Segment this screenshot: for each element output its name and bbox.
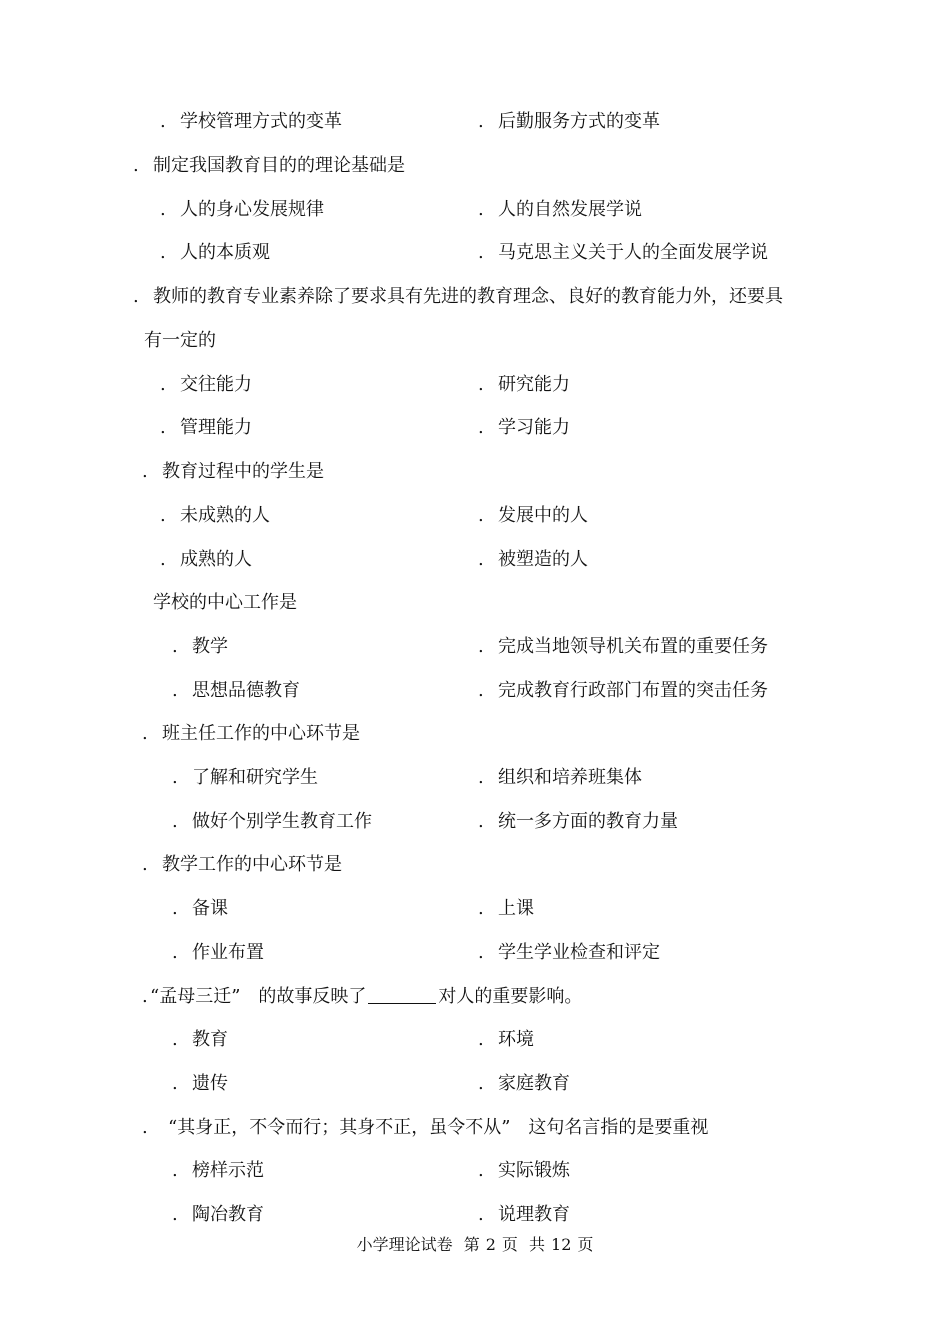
- question-stem: . “孟母三迁” 的故事反映了 对人的重要影响。: [142, 986, 583, 1007]
- option-c: . 做好个别学生教育工作: [172, 811, 372, 832]
- option-b: . 实际锻炼: [478, 1160, 570, 1181]
- option-a: . 教育: [172, 1029, 228, 1050]
- option-d: . 学生学业检查和评定: [478, 942, 660, 963]
- option-b: . 组织和培养班集体: [478, 767, 642, 788]
- page-number: 2: [485, 1235, 496, 1254]
- option-a: . 备课: [172, 898, 228, 919]
- option-c: . 学校管理方式的变革: [160, 111, 342, 132]
- option-d: . 学习能力: [478, 417, 570, 438]
- option-d: . 完成教育行政部门布置的突击任务: [478, 680, 768, 701]
- option-b: . 完成当地领导机关布置的重要任务: [478, 636, 768, 657]
- option-a: . 未成熟的人: [160, 505, 270, 526]
- option-c: . 成熟的人: [160, 549, 252, 570]
- question-stem: . 教师的教育专业素养除了要求具有先进的教育理念、良好的教育能力外，还要具: [133, 286, 783, 307]
- question-stem: . 制定我国教育目的的理论基础是: [133, 155, 405, 176]
- option-d: . 马克思主义关于人的全面发展学说: [478, 242, 768, 263]
- answer-blank: [368, 985, 436, 1004]
- option-d: . 统一多方面的教育力量: [478, 811, 678, 832]
- question-stem: 学校的中心工作是: [153, 592, 297, 613]
- option-a: . 人的身心发展规律: [160, 199, 324, 220]
- option-b: . 研究能力: [478, 374, 570, 395]
- question-stem: . 教学工作的中心环节是: [142, 854, 342, 875]
- page-footer: 小学理论试卷 第 2 页 共 12 页: [356, 1235, 594, 1254]
- option-d: . 说理教育: [478, 1204, 570, 1225]
- option-c: . 管理能力: [160, 417, 252, 438]
- option-d: . 后勤服务方式的变革: [478, 111, 660, 132]
- option-b: . 人的自然发展学说: [478, 199, 642, 220]
- option-c: . 思想品德教育: [172, 680, 300, 701]
- option-a: . 交往能力: [160, 374, 252, 395]
- question-stem: . “其身正，不令而行；其身不正，虽令不从” 这句名言指的是要重视: [142, 1117, 709, 1138]
- total-pages: 12: [551, 1235, 572, 1254]
- footer-title: 小学理论试卷: [356, 1235, 453, 1254]
- option-d: . 家庭教育: [478, 1073, 570, 1094]
- option-b: . 发展中的人: [478, 505, 588, 526]
- question-stem-continued: 有一定的: [144, 330, 216, 351]
- option-b: . 环境: [478, 1029, 534, 1050]
- option-c: . 陶冶教育: [172, 1204, 264, 1225]
- option-a: . 榜样示范: [172, 1160, 264, 1181]
- option-a: . 教学: [172, 636, 228, 657]
- option-a: . 了解和研究学生: [172, 767, 318, 788]
- question-stem: . 教育过程中的学生是: [142, 461, 324, 482]
- question-stem: . 班主任工作的中心环节是: [142, 723, 360, 744]
- option-b: . 上课: [478, 898, 534, 919]
- option-c: . 人的本质观: [160, 242, 270, 263]
- option-d: . 被塑造的人: [478, 549, 588, 570]
- option-c: . 作业布置: [172, 942, 264, 963]
- option-c: . 遗传: [172, 1073, 228, 1094]
